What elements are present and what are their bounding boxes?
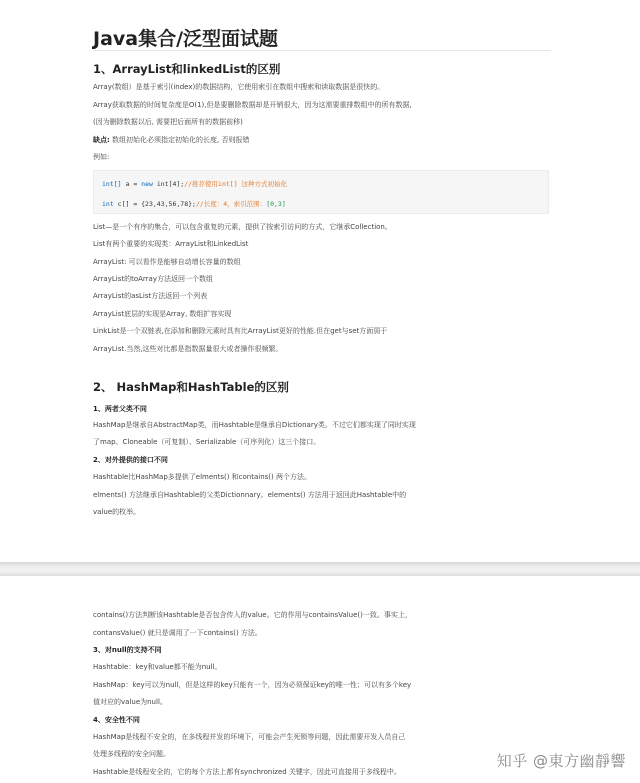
example-label: 例如: — [93, 153, 110, 161]
code-line-1 — [102, 179, 287, 188]
code-comment: //长度：4，索引范围： — [195, 200, 267, 208]
code-text: c[] = {23,43,56,78}; — [113, 200, 196, 208]
subheading: 3、对null的支持不同 — [93, 646, 162, 654]
paragraph: value的枚举。 — [93, 508, 141, 516]
drawback-label: 缺点: — [93, 136, 110, 144]
page-separator — [0, 562, 640, 576]
paragraph: List有两个重要的实现类：ArrayList和LinkedList — [93, 240, 249, 248]
paragraph: Hashtable是线程安全的，它的每个方法上都有synchronized 关键字，因此可直接用于多线程中。 — [93, 768, 401, 776]
code-block — [93, 170, 549, 214]
drawback-text: 数组初始化必须指定初始化的长度, 否则报错 — [109, 136, 250, 144]
paragraph: (因为删除数据以后, 需要把后面所有的数据前移) — [93, 118, 243, 126]
subheading: 2、对外提供的接口不同 — [93, 456, 168, 464]
paragraph: Hashtable比HashMap多提供了elments() 和contains() 两个方法。 — [93, 473, 311, 481]
code-text: int[4]; — [152, 180, 185, 188]
paragraph: ArrayList: 可以看作是能够自动增长容量的数组 — [93, 258, 241, 266]
paragraph: contansValue() 就只是调用了一下contains() 方法。 — [93, 629, 262, 637]
subheading: 4、安全性不同 — [93, 716, 140, 724]
paragraph: HashMap是线程不安全的，在多线程并发的环境下，可能会产生死锁等问题，因此需要开发人员自己 — [93, 733, 406, 741]
paragraph: ArrayList.当然,这些对比都是指数据量很大或者操作很频繁。 — [93, 345, 283, 353]
paragraph: contains()方法判断该Hashtable是否包含传入的value。它的作用与containsValue()一致。事实上， — [93, 611, 412, 619]
paragraph: 处理多线程的安全问题。 — [93, 750, 170, 758]
code-text: a = — [121, 180, 142, 188]
code-keyword: new — [141, 180, 153, 188]
paragraph: ArrayList底层的实现是Array, 数组扩容实现 — [93, 310, 232, 318]
code-range: [0,3] — [266, 200, 286, 208]
code-keyword: int[] — [102, 180, 122, 188]
subheading: 1、两者父类不同 — [93, 405, 147, 413]
paragraph: ArrayList的asList方法返回一个列表 — [93, 292, 208, 300]
paragraph: elments() 方法继承自Hashtable的父类Dictionnary。elements() 方法用于返回此Hashtable中的 — [93, 491, 407, 499]
document-title: Java集合/泛型面试题 — [93, 28, 279, 50]
paragraph: 值对应的value为null。 — [93, 698, 167, 706]
paragraph: HashMap：key可以为null，但是这样的key只能有一个，因为必须保证key的唯一性；可以有多个key — [93, 681, 412, 689]
code-keyword: int — [102, 200, 114, 208]
paragraph: ArrayList的toArray方法返回一个数组 — [93, 275, 213, 283]
paragraph: Array(数组）是基于索引(index)的数据结构，它使用索引在数组中搜索和读取数据是很快的。 — [93, 83, 385, 91]
paragraph: HashMap是继承自AbstractMap类，而Hashtable是继承自Dictionary类。不过它们都实现了同时实现 — [93, 421, 416, 429]
drawback-line — [93, 136, 250, 145]
paragraph: List—是一个有序的集合，可以包含重复的元素，提供了按索引访问的方式，它继承Collection。 — [93, 223, 392, 231]
zhihu-watermark: 知乎 @東方幽靜響 — [496, 752, 626, 770]
title-divider — [93, 50, 551, 51]
paragraph: Array获取数据的时间复杂度是O(1),但是要删除数据却是开销很大，因为这需要重排数组中的所有数据, — [93, 101, 412, 109]
code-comment: //推荐使用int[] 这种方式初始化 — [184, 180, 288, 188]
paragraph: LinkList是一个双链表,在添加和删除元素时具有比ArrayList更好的性能.但在get与set方面弱于 — [93, 327, 388, 335]
section-1-heading: 1、ArrayList和linkedList的区别 — [93, 62, 281, 76]
section-2-heading: 2、 HashMap和HashTable的区别 — [93, 380, 289, 394]
paragraph: Hashtable：key和value都不能为null。 — [93, 663, 222, 671]
paragraph: 了map、Cloneable（可复制）、Serializable（可序列化）这三个接口。 — [93, 438, 321, 446]
code-line-2 — [102, 199, 286, 208]
